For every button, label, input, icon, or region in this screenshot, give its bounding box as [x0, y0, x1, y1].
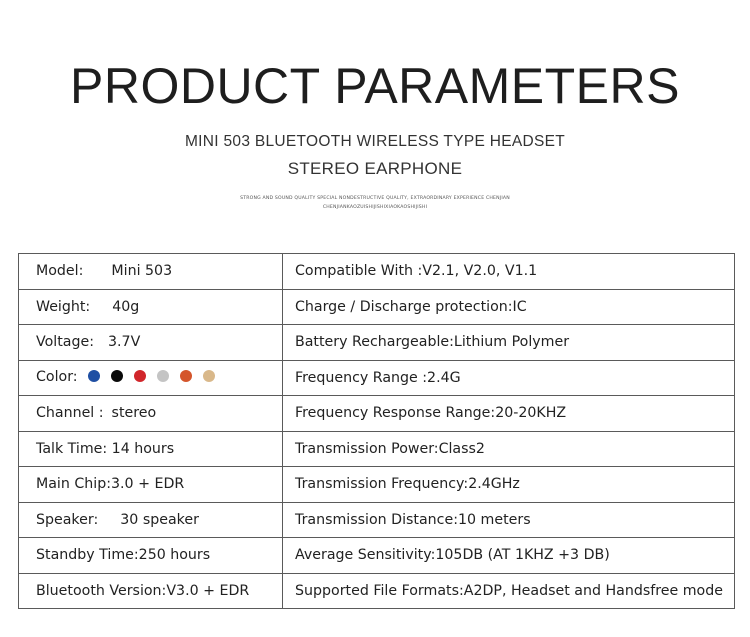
table-row [19, 467, 735, 503]
color-swatch-silver [157, 370, 169, 382]
color-swatch-orange [180, 370, 192, 382]
battery-cell: Battery Rechargeable:Lithium Polymer [283, 325, 735, 361]
weight-label: Weight: [36, 298, 91, 315]
model-value: Mini 503 [111, 263, 173, 280]
table-row [19, 396, 735, 432]
fine-print: STRONG AND SOUND QUALITY SPECIAL NONDESTRUCTIVE QUALITY, EXTRAORDINARY EXPERIENCE CHENJIAN [240, 196, 510, 201]
table-row [19, 289, 735, 325]
formats-cell: Supported File Formats:A2DP, Headset and Handsfree mode [283, 573, 735, 609]
charge-cell: Charge / Discharge protection:IC [283, 289, 735, 325]
weight-value: 40g [112, 298, 140, 315]
freq-range-cell: Frequency Range :2.4G [283, 360, 735, 396]
tx-freq-cell: Transmission Frequency:2.4GHz [283, 467, 735, 503]
tx-power-cell: Transmission Power:Class2 [283, 431, 735, 467]
color-swatch-black [111, 370, 123, 382]
model-cell [19, 254, 283, 290]
talk-time-cell: Talk Time: 14 hours [19, 431, 283, 467]
product-subtitle: MINI 503 BLUETOOTH WIRELESS TYPE HEADSET [184, 133, 566, 150]
voltage-value: 3.7V [108, 334, 141, 351]
fine-print-2: CHENJIANKAOZUISHIJISHIXIAOKAOSHIJISHI [322, 205, 428, 210]
speaker-value: 30 speaker [120, 511, 199, 528]
voltage-cell [19, 325, 283, 361]
tx-distance-cell: Transmission Distance:10 meters [283, 502, 735, 538]
main-chip-cell: Main Chip:3.0 + EDR [19, 467, 283, 503]
channel-cell [19, 396, 283, 432]
page-title: PRODUCT PARAMETERS [69, 58, 680, 114]
sensitivity-cell: Average Sensitivity:105DB (AT 1KHZ +3 DB) [283, 538, 735, 574]
color-swatch-red [134, 370, 146, 382]
channel-value: stereo [111, 405, 157, 422]
bt-version-cell: Bluetooth Version:V3.0 + EDR [19, 573, 283, 609]
table-row [19, 431, 735, 467]
color-cell [19, 360, 283, 396]
speaker-label: Speaker: [36, 511, 99, 528]
table-row [19, 325, 735, 361]
color-swatch-blue [88, 370, 100, 382]
color-swatches [88, 370, 226, 386]
product-subtitle-2: STEREO EARPHONE [287, 159, 463, 178]
table-row [19, 254, 735, 290]
table-row [19, 360, 735, 396]
parameters-table [18, 253, 735, 609]
speaker-cell [19, 502, 283, 538]
freq-response-cell: Frequency Response Range:20-20KHZ [283, 396, 735, 432]
channel-label: Channel : [36, 405, 104, 422]
table-row [19, 573, 735, 609]
table-row [19, 538, 735, 574]
voltage-label: Voltage: [36, 334, 94, 351]
table-row [19, 502, 735, 538]
color-label: Color: [36, 369, 78, 386]
compatible-cell: Compatible With :V2.1, V2.0, V1.1 [283, 254, 735, 290]
color-swatch-gold [203, 370, 215, 382]
standby-cell: Standby Time:250 hours [19, 538, 283, 574]
model-label: Model: [36, 263, 84, 280]
weight-cell [19, 289, 283, 325]
